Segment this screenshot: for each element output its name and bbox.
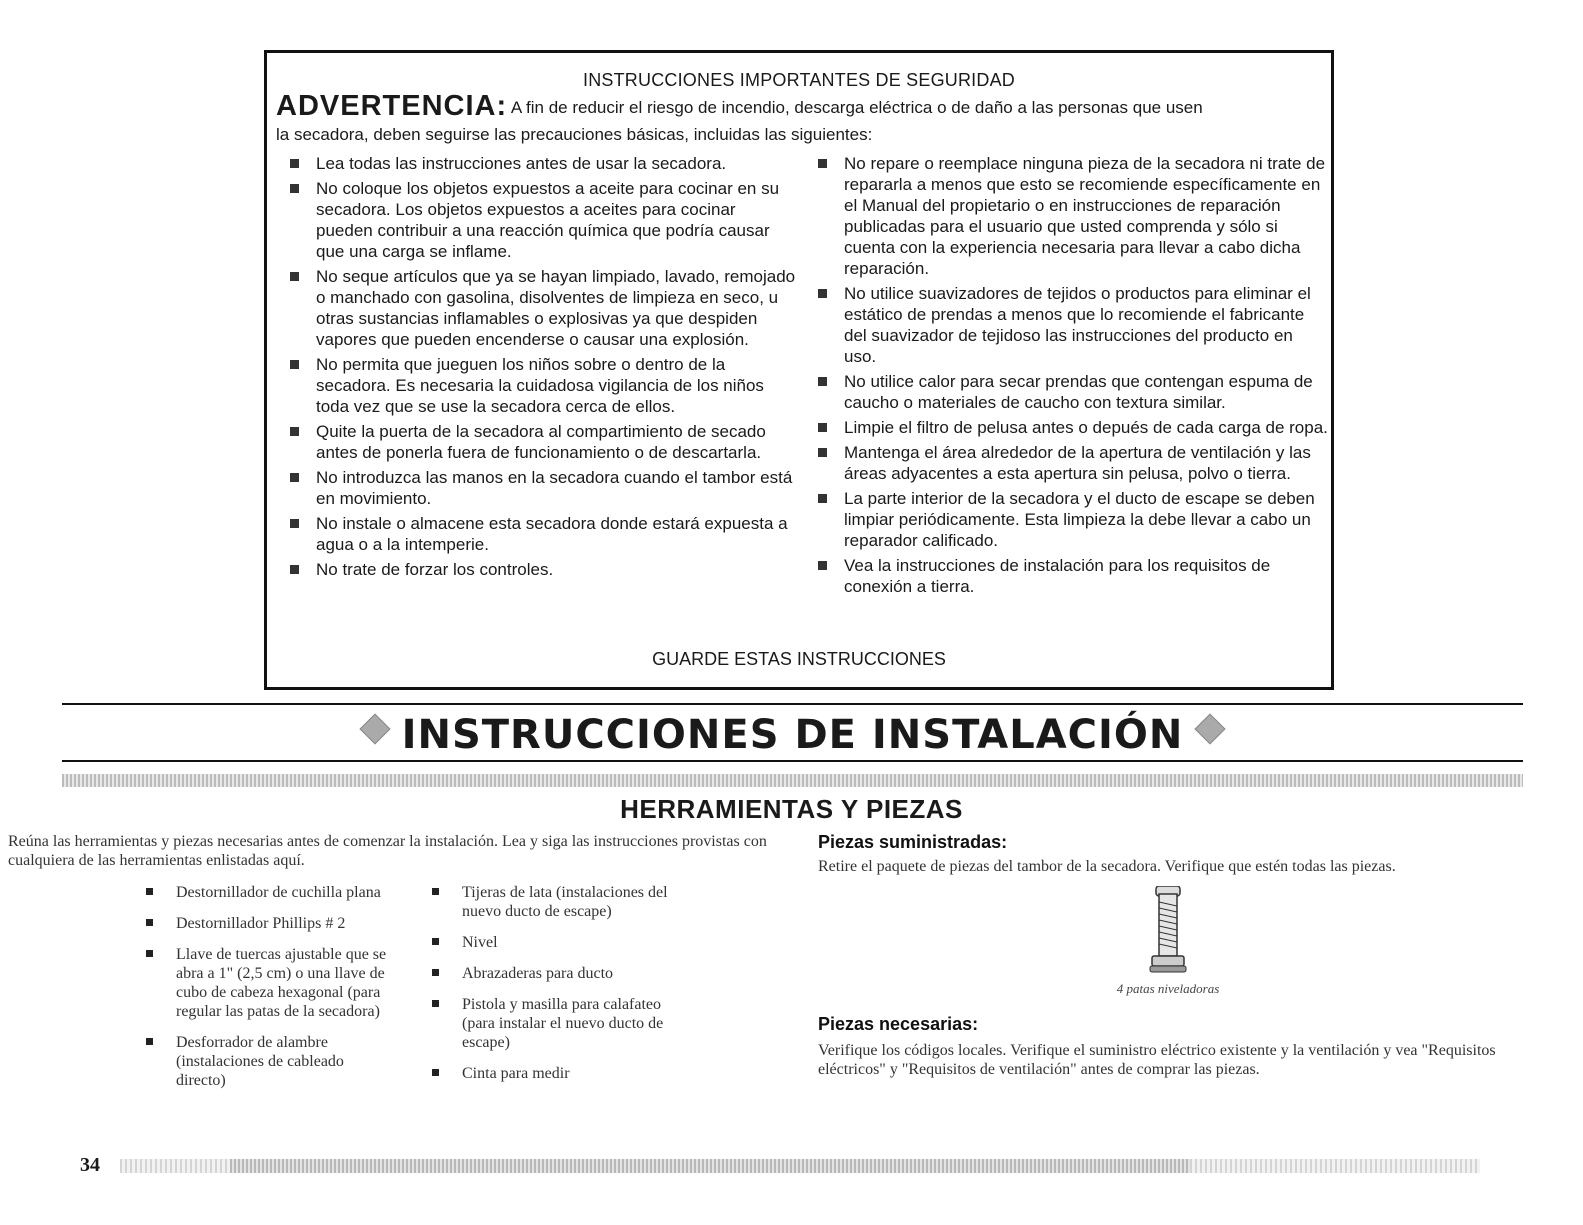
bullet-icon: [290, 519, 299, 528]
list-item: [814, 371, 1329, 413]
list-item-text: Limpie el filtro de pelusa antes o depués de cada carga de ropa.: [844, 418, 1328, 437]
bullet-icon: [290, 427, 299, 436]
safety-left-column: [286, 153, 796, 584]
leveling-leg-icon: [1148, 886, 1188, 974]
list-item: [432, 933, 672, 952]
list-item: [146, 945, 396, 1021]
section-title: [62, 712, 1523, 758]
page-number: 34: [80, 1154, 100, 1176]
list-item-text: No instale o almacene esta secadora donde estará expuesta a agua o a la intemperie.: [316, 514, 788, 554]
tools-intro: Reúna las herramientas y piezas necesarias antes de comenzar la instalación. Lea y siga las instrucciones provistas con cualquiera de las herramientas enlistadas aquí.: [8, 833, 767, 869]
safety-instructions-box: [264, 50, 1334, 690]
bullet-icon: [290, 360, 299, 369]
bullet-icon: [432, 938, 439, 945]
bullet-icon: [146, 919, 153, 926]
list-item: [146, 883, 396, 902]
list-item-text: Vea la instrucciones de instalación para los requisitos de conexión a tierra.: [844, 556, 1271, 596]
supplied-parts-section: [818, 832, 1518, 876]
list-item-text: Quite la puerta de la secadora al compartimiento de secado antes de ponerla fuera de funcionamiento o de descartarla.: [316, 422, 766, 462]
bullet-icon: [146, 950, 153, 957]
safety-header: INSTRUCCIONES IMPORTANTES DE SEGURIDAD: [583, 70, 1015, 90]
bottom-rule: [62, 760, 1523, 762]
list-item-text: No introduzca las manos en la secadora cuando el tambor está en movimiento.: [316, 468, 793, 508]
list-item: [814, 153, 1329, 279]
list-item: [286, 559, 796, 580]
list-item: [286, 153, 796, 174]
tools-list-1: [146, 883, 396, 1090]
list-item: [146, 1033, 396, 1090]
list-item-text: No repare o reemplace ninguna pieza de la secadora ni trate de repararla a menos que esto se recomiende específicamente en el Manual del propietario o en instrucciones de reparación publicadas para el usuario que usted comprenda y sólo si cuenta con la experiencia necesaria para llevar a cabo dicha reparación.: [844, 154, 1326, 278]
save-instructions-footer: GUARDE ESTAS INSTRUCCIONES: [652, 649, 946, 669]
list-item-text: No trate de forzar los controles.: [316, 560, 554, 579]
list-item: [432, 995, 672, 1052]
needed-parts-text: Verifique los códigos locales. Verifique el suministro eléctrico existente y la ventilación y vea "Requisitos eléctricos" y "Requisitos de ventilación" antes de comprar las piezas.: [818, 1042, 1496, 1078]
tools-column-2: [432, 883, 672, 1095]
list-item-text: Llave de tuercas ajustable que se abra a 1" (2,5 cm) o una llave de cubo de cabeza hexagonal (para regular las patas de la secadora): [176, 946, 387, 1020]
bullet-icon: [818, 159, 827, 168]
list-item-text: No permita que jueguen los niños sobre o dentro de la secadora. Es necesaria la cuidadosa vigilancia de los niños toda vez que se use la secadora cerca de ellos.: [316, 355, 764, 416]
list-item-text: Destornillador de cuchilla plana: [176, 884, 381, 901]
list-item: [286, 266, 796, 350]
list-item-text: Tijeras de lata (instalaciones del nuevo ducto de escape): [462, 884, 668, 920]
supplied-parts-title: Piezas suministradas:: [818, 832, 1008, 852]
list-item: [432, 883, 672, 921]
list-item-text: Desforrador de alambre (instalaciones de cableado directo): [176, 1034, 344, 1089]
halftone-band: [62, 774, 1523, 787]
list-item-text: Destornillador Phillips # 2: [176, 915, 346, 932]
bullet-icon: [146, 1038, 153, 1045]
list-item-text: No utilice suavizadores de tejidos o productos para eliminar el estático de prendas a menos que lo recomiende el fabricante del suavizador de tejidoso las instrucciones del producto en uso.: [844, 284, 1311, 366]
list-item: [286, 467, 796, 509]
list-item: [286, 354, 796, 417]
bullet-icon: [432, 888, 439, 895]
tools-list-2: [432, 883, 672, 1083]
list-item-text: La parte interior de la secadora y el ducto de escape se deben limpiar periódicamente. Esta limpieza la debe llevar a cabo un reparador calificado.: [844, 489, 1315, 550]
list-item-text: Mantenga el área alrededor de la apertura de ventilación y las áreas adyacentes a esta apertura sin pelusa, polvo o tierra.: [844, 443, 1311, 483]
bullet-icon: [290, 159, 299, 168]
bullet-icon: [290, 184, 299, 193]
warning-text-continued: la secadora, deben seguirse las precauciones básicas, incluidas las siguientes:: [276, 125, 873, 144]
list-item-text: Pistola y masilla para calafateo (para instalar el nuevo ducto de escape): [462, 996, 664, 1051]
needed-parts-title: Piezas necesarias:: [818, 1014, 979, 1034]
warning-word: ADVERTENCIA:: [276, 90, 508, 122]
bullet-icon: [290, 272, 299, 281]
supplied-parts-text: Retire el paquete de piezas del tambor de la secadora. Verifique que estén todas las piezas.: [818, 858, 1396, 875]
diamond-icon: [359, 713, 390, 744]
list-item-text: Lea todas las instrucciones antes de usar la secadora.: [316, 154, 727, 173]
section-title-text: INSTRUCCIONES DE INSTALACIÓN: [401, 712, 1184, 758]
bullet-icon: [818, 377, 827, 386]
top-rule: [62, 703, 1523, 705]
list-item: [814, 417, 1329, 438]
tools-and-parts-title: HERRAMIENTAS Y PIEZAS: [620, 794, 963, 824]
list-item: [432, 964, 672, 983]
footer-band-dark: [230, 1159, 1190, 1173]
bullet-icon: [290, 473, 299, 482]
bullet-icon: [432, 1069, 439, 1076]
needed-parts-section: [818, 1014, 1528, 1079]
bullet-icon: [818, 448, 827, 457]
list-item: [146, 914, 396, 933]
list-item-text: No coloque los objetos expuestos a aceite para cocinar en su secadora. Los objetos expuestos a aceites para cocinar pueden contribuir a una reacción química que podría causar que una carga se inflame.: [316, 179, 780, 261]
leveling-legs-caption: 4 patas niveladoras: [1116, 981, 1220, 996]
list-item: [286, 421, 796, 463]
bullet-icon: [432, 969, 439, 976]
list-item-text: Cinta para medir: [462, 1065, 570, 1082]
safety-right-list: [814, 153, 1329, 597]
bullet-icon: [146, 888, 153, 895]
list-item: [286, 513, 796, 555]
bullet-icon: [432, 1000, 439, 1007]
safety-left-list: [286, 153, 796, 580]
list-item: [814, 283, 1329, 367]
diamond-icon: [1195, 713, 1226, 744]
list-item-text: Abrazaderas para ducto: [462, 965, 614, 982]
safety-right-column: [814, 153, 1329, 601]
list-item-text: No utilice calor para secar prendas que contengan espuma de caucho o materiales de caucho con textura similar.: [844, 372, 1313, 412]
bullet-icon: [818, 423, 827, 432]
list-item-text: No seque artículos que ya se hayan limpiado, lavado, remojado o manchado con gasolina, disolventes de limpieza en seco, u otras sustancias inflamables o explosivas ya que despiden vapores que pueden encenderse o causar una explosión.: [316, 267, 796, 349]
list-item: [432, 1064, 672, 1083]
warning-line: [276, 90, 1321, 122]
bullet-icon: [818, 494, 827, 503]
list-item: [814, 442, 1329, 484]
bullet-icon: [818, 289, 827, 298]
list-item: [814, 488, 1329, 551]
list-item-text: Nivel: [462, 934, 498, 951]
bullet-icon: [818, 561, 827, 570]
list-item: [814, 555, 1329, 597]
warning-text: A fin de reducir el riesgo de incendio, descarga eléctrica o de daño a las personas que usen: [507, 98, 1203, 117]
bullet-icon: [290, 565, 299, 574]
tools-column-1: [146, 883, 396, 1102]
list-item: [286, 178, 796, 262]
